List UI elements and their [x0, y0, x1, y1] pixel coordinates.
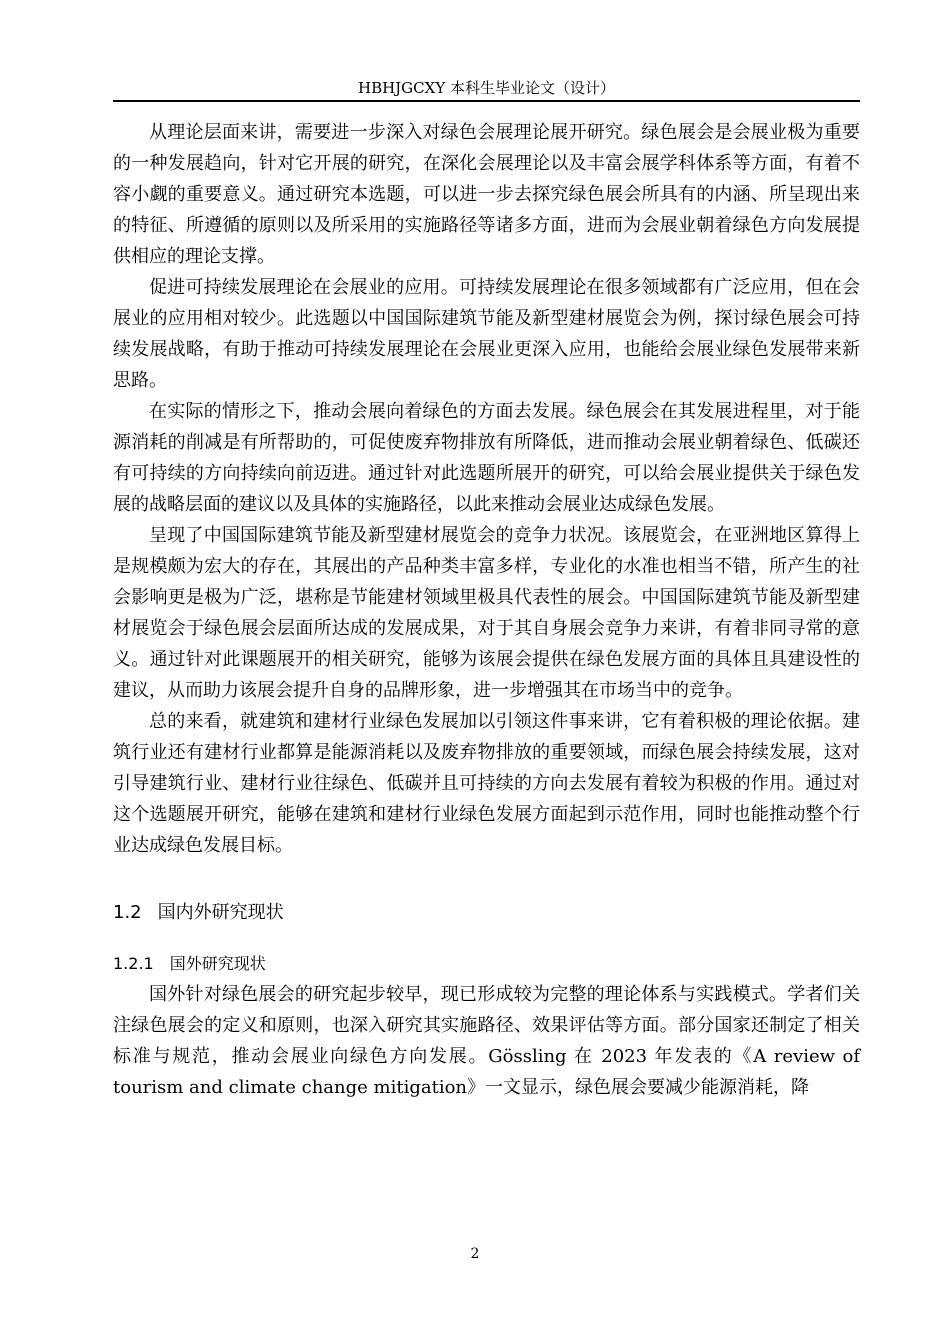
paragraph: 促进可持续发展理论在会展业的应用。可持续发展理论在很多领域都有广泛应用，但在会展业的应用相对较少。此选题以中国国际建筑节能及新型建材展览会为例，探讨绿色展会可持续发展战略，有助于推动可持续发展理论在会展业更深入应用，也能给会展业绿色发展带来新思路。 — [113, 277, 860, 391]
subsection-title: 国外研究现状 — [169, 954, 266, 973]
page-body — [113, 117, 860, 1103]
paragraph: 呈现了中国国际建筑节能及新型建材展览会的竞争力状况。该展览会，在亚洲地区算得上是规模颇为宏大的存在，其展出的产品种类丰富多样，专业化的水准也相当不错，所产生的社会影响更是极为广泛，堪称是节能建材领域里极具代表性的展会。中国国际建筑节能及新型建材展览会于绿色展会层面所达成的发展成果，对于其自身展会竞争力来讲，有着非同寻常的意义。通过针对此课题展开的相关研究，能够为该展会提供在绿色发展方面的具体且具建设性的建议，从而助力该展会提升自身的品牌形象，进一步增强其在市场当中的竞争。 — [113, 525, 860, 701]
paragraph: 在实际的情形之下，推动会展向着绿色的方面去发展。绿色展会在其发展进程里，对于能源消耗的削减是有所帮助的，可促使废弃物排放有所降低，进而推动会展业朝着绿色、低碳还有可持续的方向持续向前迈进。通过针对此选题所展开的研究，可以给会展业提供关于绿色发展的战略层面的建议以及具体的实施路径，以此来推动会展业达成绿色发展。 — [113, 401, 860, 515]
section-title: 国内外研究现状 — [157, 902, 284, 923]
running-header: HBHJGCXY 本科生毕业论文（设计） — [357, 79, 615, 97]
paragraph: 总的来看，就建筑和建材行业绿色发展加以引领这件事来讲，它有着积极的理论依据。建筑行业还有建材行业都算是能源消耗以及废弃物排放的重要领域，而绿色展会持续发展，这对引导建筑行业、建材行业往绿色、低碳并且可持续的方向去发展有着较为积极的作用。通过对这个选题展开研究，能够在建筑和建材行业绿色发展方面起到示范作用，同时也能推动整个行业达成绿色发展目标。 — [113, 711, 860, 856]
subsection-heading — [113, 948, 860, 979]
subsection-number: 1.2.1 — [113, 954, 154, 973]
paragraph: 从理论层面来讲，需要进一步深入对绿色会展理论展开研究。绿色展会是会展业极为重要的一种发展趋向，针对它开展的研究，在深化会展理论以及丰富会展学科体系等方面，有着不容小觑的重要意义。通过研究本选题，可以进一步去探究绿色展会所具有的内涵、所呈现出来的特征、所遵循的原则以及所采用的实施路径等诸多方面，进而为会展业朝着绿色方向发展提供相应的理论支撑。 — [113, 122, 860, 267]
section-heading — [113, 897, 860, 928]
section-number: 1.2 — [113, 902, 142, 923]
paragraph: 国外针对绿色展会的研究起步较早，现已形成较为完整的理论体系与实践模式。学者们关注绿色展会的定义和原则，也深入研究其实施路径、效果评估等方面。部分国家还制定了相关标准与规范，推动会展业向绿色方向发展。Gössling 在 2023 年发表的《A review of tourism and climate change mitigation》一文显示，绿色展会要减少能源消耗，降 — [113, 984, 860, 1098]
header-rule — [113, 100, 860, 102]
page-number: 2 — [470, 1246, 480, 1262]
